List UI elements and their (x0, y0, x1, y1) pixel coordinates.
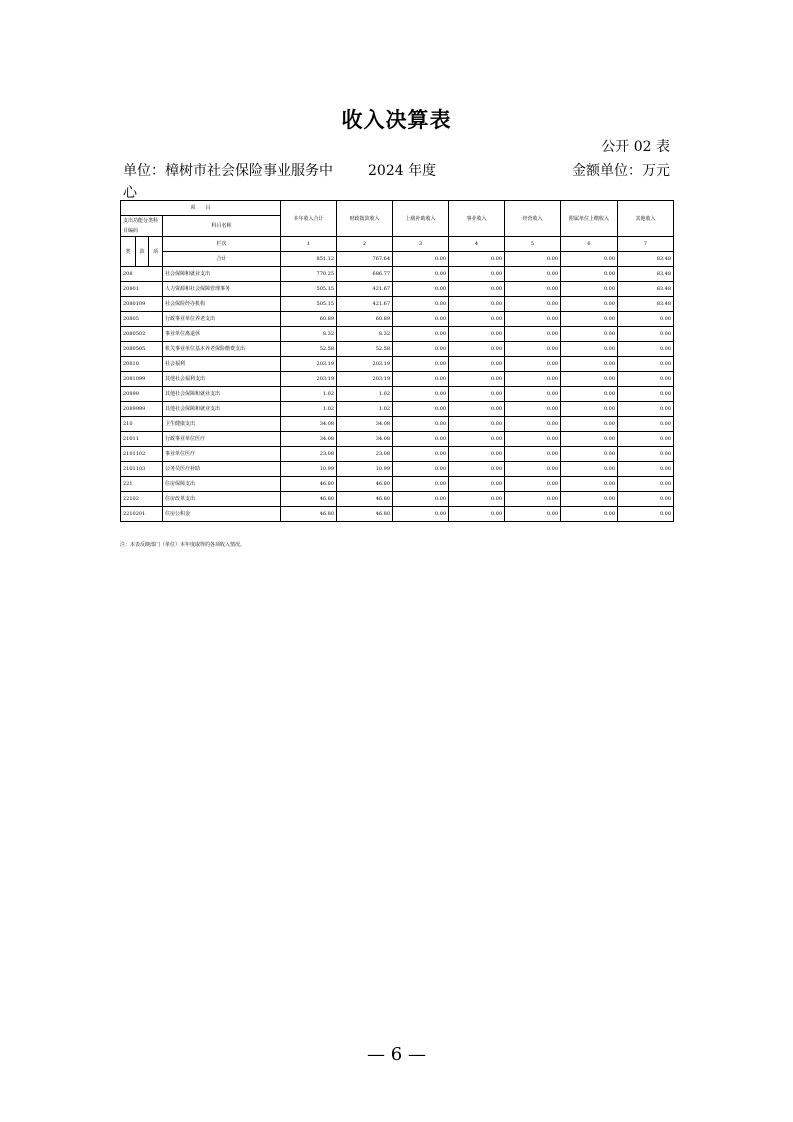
amount-cell: 0.00 (561, 267, 618, 282)
header-col-7: 其他收入 (618, 201, 674, 237)
amount-cell: 0.00 (449, 492, 505, 507)
amount-cell: 0.00 (449, 387, 505, 402)
amount-cell: 1.02 (281, 387, 337, 402)
table-note: 注：本表反映部门（单位）本年度取得的各项收入情况。 (120, 542, 246, 548)
table-row (121, 462, 674, 477)
amount-cell: 505.15 (281, 282, 337, 297)
header-col-label: 栏次 (163, 237, 281, 252)
header-func-code: 支出功能分类科目编码 (121, 216, 163, 237)
amount-cell: 0.00 (561, 297, 618, 312)
amount-cell: 0.00 (618, 447, 674, 462)
header-col-1: 本年收入合计 (281, 201, 337, 237)
func-code: 22102 (121, 492, 163, 507)
amount-cell: 0.00 (505, 327, 561, 342)
amount-cell: 52.58 (337, 342, 393, 357)
amount-cell: 0.00 (618, 327, 674, 342)
table-row (121, 387, 674, 402)
amount-cell: 0.00 (449, 282, 505, 297)
func-code: 20810 (121, 357, 163, 372)
amount-cell: 203.19 (281, 357, 337, 372)
amount-cell: 0.00 (393, 282, 449, 297)
table-row (121, 297, 674, 312)
subject-name: 社会保险经办机构 (163, 297, 281, 312)
amount-cell: 34.08 (281, 417, 337, 432)
table-row (121, 492, 674, 507)
amount-cell: 203.19 (337, 372, 393, 387)
amount-cell: 0.00 (449, 447, 505, 462)
income-table (120, 200, 674, 522)
table-row (121, 312, 674, 327)
col-num-1: 1 (281, 237, 337, 252)
amount-cell: 0.00 (618, 342, 674, 357)
amount-cell: 0.00 (505, 462, 561, 477)
amount-cell: 23.08 (281, 447, 337, 462)
col-num-3: 3 (393, 237, 449, 252)
amount-cell: 0.00 (449, 267, 505, 282)
amount-cell: 0.00 (449, 327, 505, 342)
amount-unit: 金额单位：万元 (572, 163, 670, 179)
subject-name: 其他社会保障和就业支出 (163, 402, 281, 417)
amount-cell: 0.00 (618, 507, 674, 522)
amount-cell: 0.00 (618, 312, 674, 327)
amount-cell: 0.00 (618, 477, 674, 492)
amount-cell: 0.00 (393, 417, 449, 432)
subject-name: 住房保障支出 (163, 477, 281, 492)
table-row (121, 327, 674, 342)
amount-cell: 0.00 (505, 387, 561, 402)
amount-cell: 0.00 (449, 402, 505, 417)
amount-cell: 0.00 (618, 357, 674, 372)
total-value: 83.48 (618, 252, 674, 267)
amount-cell: 10.99 (337, 462, 393, 477)
amount-cell: 0.00 (561, 507, 618, 522)
table-row (121, 357, 674, 372)
amount-cell: 34.08 (337, 417, 393, 432)
func-code: 21011 (121, 432, 163, 447)
reporting-unit: 单位：樟树市社会保险事业服务中心 (123, 163, 333, 201)
amount-cell: 0.00 (505, 402, 561, 417)
subject-name: 行政事业单位医疗 (163, 432, 281, 447)
amount-cell: 23.08 (337, 447, 393, 462)
amount-cell: 0.00 (505, 447, 561, 462)
amount-cell: 46.80 (337, 507, 393, 522)
total-value: 767.64 (337, 252, 393, 267)
amount-cell: 0.00 (393, 447, 449, 462)
amount-cell: 46.80 (281, 492, 337, 507)
amount-cell: 0.00 (561, 492, 618, 507)
header-col-6: 附属单位上缴收入 (561, 201, 618, 237)
amount-cell: 0.00 (561, 282, 618, 297)
amount-cell: 0.00 (393, 507, 449, 522)
subject-name: 行政事业单位养老支出 (163, 312, 281, 327)
amount-cell: 0.00 (561, 432, 618, 447)
fiscal-year: 2024 年度 (368, 163, 437, 179)
total-value: 0.00 (505, 252, 561, 267)
func-code: 221 (121, 477, 163, 492)
amount-cell: 46.80 (337, 492, 393, 507)
col-num-4: 4 (449, 237, 505, 252)
col-num-7: 7 (618, 237, 674, 252)
amount-cell: 0.00 (393, 432, 449, 447)
amount-cell: 0.00 (449, 417, 505, 432)
subject-name: 人力资源和社会保障管理事务 (163, 282, 281, 297)
col-num-2: 2 (337, 237, 393, 252)
amount-cell: 46.80 (281, 507, 337, 522)
amount-cell: 0.00 (561, 342, 618, 357)
func-code: 20899 (121, 387, 163, 402)
amount-cell: 686.77 (337, 267, 393, 282)
subject-name: 其他社会福利支出 (163, 372, 281, 387)
amount-cell: 0.00 (393, 492, 449, 507)
amount-cell: 0.00 (449, 342, 505, 357)
header-col-3: 上级补助收入 (393, 201, 449, 237)
form-number: 公开 02 表 (601, 139, 670, 155)
header-kuan: 款 (136, 237, 149, 267)
amount-cell: 0.00 (561, 462, 618, 477)
amount-cell: 10.99 (281, 462, 337, 477)
amount-cell: 0.00 (618, 492, 674, 507)
amount-cell: 0.00 (561, 327, 618, 342)
total-value: 851.12 (281, 252, 337, 267)
table-row (121, 477, 674, 492)
func-code: 208 (121, 267, 163, 282)
amount-cell: 0.00 (618, 462, 674, 477)
amount-cell: 0.00 (561, 447, 618, 462)
amount-cell: 0.00 (449, 297, 505, 312)
header-col-2: 财政拨款收入 (337, 201, 393, 237)
func-code: 2080505 (121, 342, 163, 357)
amount-cell: 0.00 (393, 402, 449, 417)
amount-cell: 83.48 (618, 267, 674, 282)
amount-cell: 0.00 (505, 357, 561, 372)
amount-cell: 52.58 (281, 342, 337, 357)
amount-cell: 0.00 (505, 477, 561, 492)
func-code: 20801 (121, 282, 163, 297)
amount-cell: 0.00 (393, 387, 449, 402)
amount-cell: 46.80 (281, 477, 337, 492)
amount-cell: 8.32 (281, 327, 337, 342)
amount-cell: 1.02 (281, 402, 337, 417)
header-subject-name: 科目名称 (163, 216, 281, 237)
table-row (121, 372, 674, 387)
amount-cell: 0.00 (449, 357, 505, 372)
amount-cell: 0.00 (505, 312, 561, 327)
amount-cell: 0.00 (505, 432, 561, 447)
amount-cell: 83.48 (618, 282, 674, 297)
subject-name: 其他社会保障和就业支出 (163, 387, 281, 402)
amount-cell: 0.00 (449, 477, 505, 492)
amount-cell: 203.19 (337, 357, 393, 372)
amount-cell: 83.48 (618, 297, 674, 312)
amount-cell: 0.00 (449, 372, 505, 387)
amount-cell: 0.00 (393, 297, 449, 312)
amount-cell: 421.67 (337, 282, 393, 297)
func-code: 2089999 (121, 402, 163, 417)
amount-cell: 0.00 (505, 297, 561, 312)
amount-cell: 0.00 (393, 327, 449, 342)
amount-cell: 0.00 (393, 267, 449, 282)
subject-name: 社会保障和就业支出 (163, 267, 281, 282)
amount-cell: 505.15 (281, 297, 337, 312)
table-row (121, 282, 674, 297)
amount-cell: 0.00 (561, 372, 618, 387)
amount-cell: 0.00 (393, 462, 449, 477)
header-xiang: 项 (149, 237, 163, 267)
amount-cell: 60.89 (281, 312, 337, 327)
amount-cell: 0.00 (505, 492, 561, 507)
page-number: — 6 — (367, 1044, 426, 1065)
table-row (121, 507, 674, 522)
func-code: 2101103 (121, 462, 163, 477)
func-code: 210 (121, 417, 163, 432)
subject-name: 住房改革支出 (163, 492, 281, 507)
amount-cell: 0.00 (505, 267, 561, 282)
subject-name: 住房公积金 (163, 507, 281, 522)
func-code: 2080109 (121, 297, 163, 312)
amount-cell: 0.00 (393, 342, 449, 357)
total-label: 合计 (163, 252, 281, 267)
total-value: 0.00 (393, 252, 449, 267)
amount-cell: 0.00 (393, 357, 449, 372)
subject-name: 事业单位医疗 (163, 447, 281, 462)
page-title: 收入决算表 (341, 108, 452, 132)
func-code: 2080502 (121, 327, 163, 342)
amount-cell: 770.25 (281, 267, 337, 282)
amount-cell: 0.00 (618, 402, 674, 417)
func-code: 2210201 (121, 507, 163, 522)
total-value: 0.00 (561, 252, 618, 267)
table-row (121, 447, 674, 462)
table-row (121, 417, 674, 432)
amount-cell: 0.00 (449, 462, 505, 477)
amount-cell: 0.00 (618, 372, 674, 387)
amount-cell: 0.00 (618, 432, 674, 447)
amount-cell: 0.00 (449, 432, 505, 447)
amount-cell: 0.00 (505, 372, 561, 387)
func-code: 2101102 (121, 447, 163, 462)
amount-cell: 8.32 (337, 327, 393, 342)
amount-cell: 421.67 (337, 297, 393, 312)
amount-cell: 60.89 (337, 312, 393, 327)
amount-cell: 0.00 (618, 387, 674, 402)
subject-name: 卫生健康支出 (163, 417, 281, 432)
amount-cell: 0.00 (505, 282, 561, 297)
amount-cell: 1.02 (337, 402, 393, 417)
header-col-5: 经营收入 (505, 201, 561, 237)
amount-cell: 0.00 (449, 312, 505, 327)
amount-cell: 0.00 (449, 507, 505, 522)
amount-cell: 0.00 (393, 312, 449, 327)
col-num-5: 5 (505, 237, 561, 252)
col-num-6: 6 (561, 237, 618, 252)
table-row (121, 342, 674, 357)
amount-cell: 34.08 (337, 432, 393, 447)
table-row (121, 402, 674, 417)
amount-cell: 0.00 (505, 507, 561, 522)
amount-cell: 203.19 (281, 372, 337, 387)
func-code: 20805 (121, 312, 163, 327)
subject-name: 公务员医疗补助 (163, 462, 281, 477)
func-code: 2081099 (121, 372, 163, 387)
amount-cell: 0.00 (561, 402, 618, 417)
subject-name: 事业单位离退休 (163, 327, 281, 342)
amount-cell: 0.00 (393, 477, 449, 492)
amount-cell: 0.00 (561, 387, 618, 402)
amount-cell: 0.00 (561, 357, 618, 372)
header-item: 项 目 (121, 201, 281, 216)
amount-cell: 0.00 (561, 417, 618, 432)
amount-cell: 0.00 (393, 372, 449, 387)
amount-cell: 34.08 (281, 432, 337, 447)
amount-cell: 0.00 (505, 417, 561, 432)
subject-name: 机关事业单位基本养老保险缴费支出 (163, 342, 281, 357)
header-lei: 类 (121, 237, 136, 267)
amount-cell: 1.02 (337, 387, 393, 402)
amount-cell: 0.00 (561, 477, 618, 492)
amount-cell: 0.00 (505, 342, 561, 357)
table-row (121, 267, 674, 282)
amount-cell: 0.00 (618, 417, 674, 432)
amount-cell: 46.80 (337, 477, 393, 492)
total-row (121, 252, 674, 267)
table-row (121, 432, 674, 447)
subject-name: 社会福利 (163, 357, 281, 372)
header-col-4: 事业收入 (449, 201, 505, 237)
total-value: 0.00 (449, 252, 505, 267)
amount-cell: 0.00 (561, 312, 618, 327)
